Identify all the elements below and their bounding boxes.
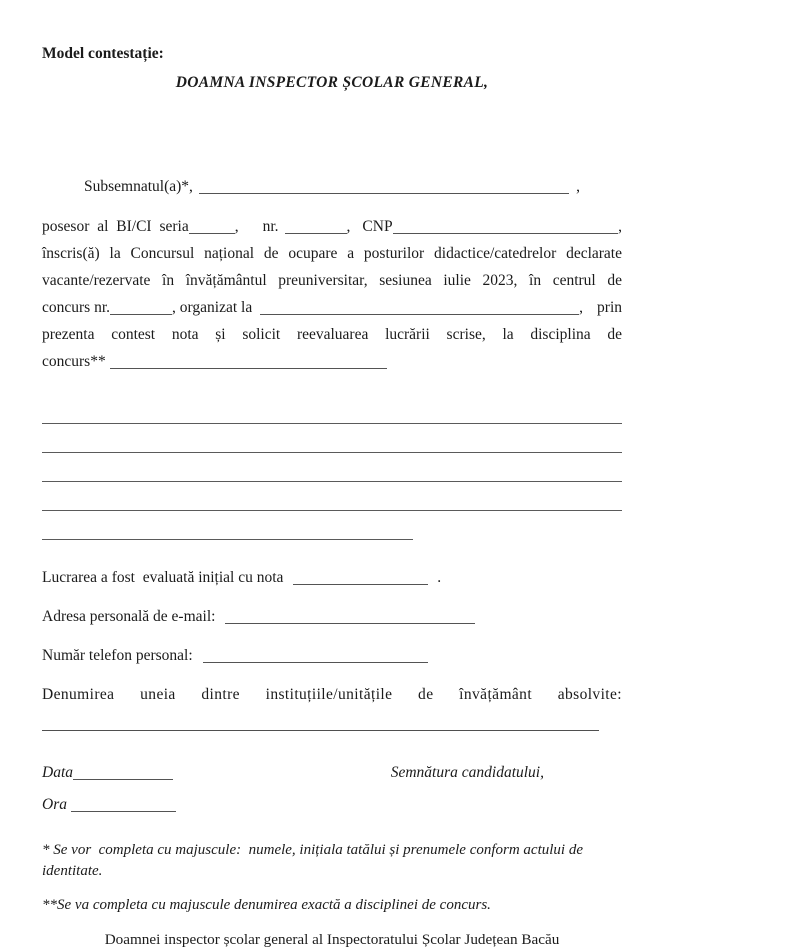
concurs-nr-label: concurs nr.: [42, 299, 111, 316]
ruled-line: [42, 453, 622, 482]
phone-row: [42, 642, 622, 669]
ruled-line: [42, 395, 622, 424]
phone-label: Număr telefon personal:: [42, 647, 193, 664]
centru-concurs-blank: [110, 312, 172, 315]
phone-blank: [203, 660, 428, 663]
disciplina-blank: [110, 366, 387, 369]
footnote-1: * Se vor completa cu majuscule: numele, inițiala tatălui și prenumele conform actului de identitate.: [42, 842, 587, 879]
subsemnatul-label: Subsemnatul(a)*,: [84, 178, 193, 195]
doc-title: Model contestație:: [42, 45, 164, 62]
institution-row: [42, 681, 622, 708]
comma: ,: [579, 299, 584, 316]
nr-label: nr.: [262, 218, 279, 235]
footnote-2: **Se va completa cu majuscule denumirea exactă a disciplinei de concurs.: [42, 897, 491, 913]
organizat-blank: [260, 312, 579, 315]
email-label: Adresa personală de e-mail:: [42, 608, 216, 625]
line-posesor: [42, 213, 622, 240]
concurs-disciplina-label: concurs**: [42, 353, 106, 370]
cnp-label: CNP: [362, 218, 393, 235]
vacante-text: vacante/rezervate în învățământul preuniversitar, sesiunea iulie 2023, în centrul de: [42, 272, 622, 289]
line-prezenta: [42, 321, 622, 348]
line-disciplina: [42, 348, 622, 375]
nota-row: [42, 564, 622, 591]
cnp-blank: [393, 231, 619, 234]
nota-blank: [293, 582, 428, 585]
institution-blank: [42, 730, 599, 731]
prin-label: prin: [597, 299, 622, 316]
nota-label: Lucrarea a fost evaluată inițial cu nota: [42, 569, 284, 586]
line-subsemnatul: [42, 173, 580, 200]
line-vacante: [42, 267, 622, 294]
data-blank: [73, 777, 173, 780]
email-blank: [225, 621, 475, 624]
motivation-lines: [42, 395, 622, 540]
email-row: [42, 603, 622, 630]
organizat-label: , organizat la: [172, 299, 253, 316]
period: .: [437, 569, 442, 586]
line-inscris: [42, 240, 622, 267]
comma: ,: [618, 218, 622, 235]
seria-blank: [189, 231, 235, 234]
prezenta-text: prezenta contest nota și solicit reevaluarea lucrării scrise, la disciplina de: [42, 326, 622, 343]
posesor-label: posesor al BI/CI seria: [42, 218, 189, 235]
ora-label: Ora: [42, 796, 67, 813]
nr-blank: [285, 231, 347, 234]
trailing-comma: ,: [576, 178, 580, 195]
data-semnatura-row: [42, 759, 622, 786]
ora-row: [42, 791, 622, 818]
inscris-text: înscris(ă) la Concursul național de ocupare a posturilor didactice/catedrelor declarate: [42, 245, 622, 262]
ruled-line: [42, 511, 413, 540]
ruled-line: [42, 424, 622, 453]
data-label: Data: [42, 764, 73, 781]
comma: ,: [234, 218, 239, 235]
comma: ,: [346, 218, 351, 235]
ora-blank: [71, 809, 176, 812]
semnatura-label: Semnătura candidatului,: [390, 764, 544, 781]
institution-label: Denumirea uneia dintre instituțiile/unitățile de învățământ absolvite:: [42, 686, 622, 703]
name-blank: [199, 191, 569, 194]
line-organizat: [42, 294, 622, 321]
ruled-line: [42, 482, 622, 511]
addressee-line: Doamnei inspector școlar general al Inspectoratului Școlar Județean Bacău: [104, 931, 560, 948]
salutation-heading: DOAMNA INSPECTOR ȘCOLAR GENERAL,: [175, 74, 489, 91]
